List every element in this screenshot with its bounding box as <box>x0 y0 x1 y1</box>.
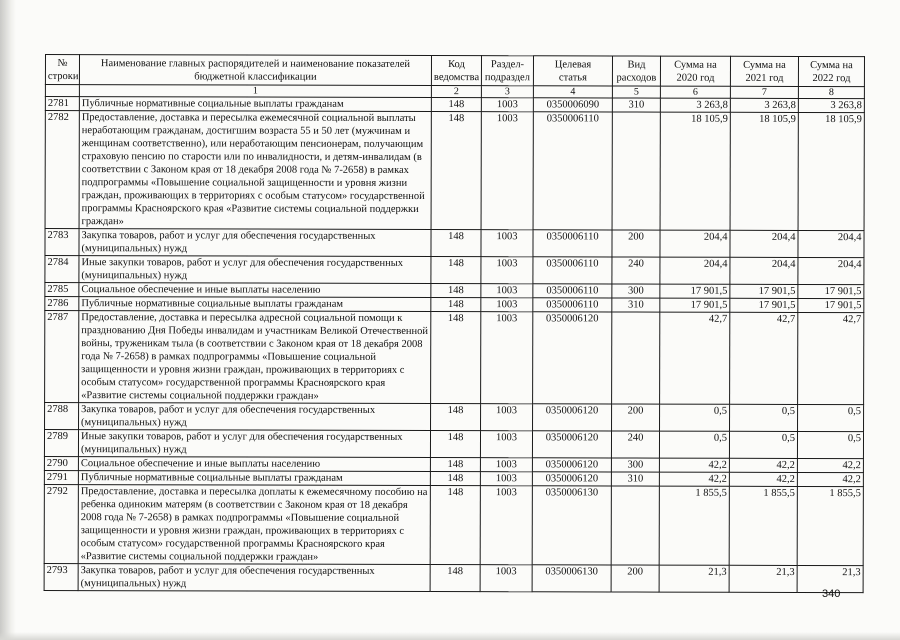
row-name: Предоставление, доставка и пересылка доплаты к ежемесячному пособию на ребенка одиноким матерям (в соответствии с Законом края от 18 декабря 2008 года № 7-2658) в рамках подпрограммы «Повышение социальной защищенности и уровня жизни граждан, проживающих в территориях с особым статусом» государственной программы Красноярского края «Развитие системы социальной поддержки граждан» <box>78 485 430 565</box>
row-sum-2020: 18 105,9 <box>660 112 730 230</box>
row-sum-2022: 42,2 <box>797 472 863 486</box>
row-dept-code: 148 <box>431 98 481 112</box>
header-sum-2020: Сумма на 2020 год <box>660 56 730 86</box>
row-number: 2790 <box>44 456 78 470</box>
row-number: 2782 <box>45 111 79 229</box>
table-row <box>45 256 864 285</box>
row-sum-2022: 17 901,5 <box>798 284 864 298</box>
row-dept-code: 148 <box>430 458 480 472</box>
row-number: 2788 <box>45 403 79 430</box>
table-row <box>45 111 864 231</box>
column-index-cell: 4 <box>533 86 612 98</box>
row-target-article: 0350006110 <box>533 230 612 257</box>
row-sum-2021: 42,2 <box>729 472 797 486</box>
header-sum-2021: Сумма на 2021 год <box>730 56 798 86</box>
row-sum-2021: 204,4 <box>730 257 798 284</box>
row-sum-2021: 42,7 <box>730 312 798 404</box>
row-name: Иные закупки товаров, работ и услуг для обеспечения государственных (муниципальных) нужд <box>78 430 430 458</box>
row-section: 1003 <box>481 312 533 404</box>
row-dept-code: 148 <box>430 565 480 592</box>
column-index-cell: 5 <box>612 86 660 98</box>
row-sum-2020: 42,7 <box>660 312 730 404</box>
row-sum-2022: 1 855,5 <box>797 486 863 565</box>
row-name: Публичные нормативные социальные выплаты гражданам <box>79 297 431 312</box>
page-edge-shadow <box>0 0 16 640</box>
row-expense-type: 310 <box>611 472 659 486</box>
table-row <box>45 229 864 258</box>
row-target-article: 0350006110 <box>533 284 612 298</box>
row-expense-type <box>611 486 659 565</box>
row-expense-type: 240 <box>611 431 659 458</box>
row-number: 2792 <box>44 484 78 563</box>
row-sum-2022: 21,3 <box>797 565 863 592</box>
row-number: 2787 <box>45 311 79 403</box>
row-section: 1003 <box>480 431 532 458</box>
row-sum-2021: 0,5 <box>730 404 798 431</box>
row-dept-code: 148 <box>431 312 481 404</box>
row-sum-2021: 42,2 <box>729 458 797 472</box>
table-row <box>45 97 864 113</box>
row-target-article: 0350006110 <box>533 112 612 230</box>
column-index-cell <box>45 85 79 97</box>
table-row <box>44 484 863 565</box>
row-dept-code: 148 <box>431 230 481 257</box>
column-index-cell: 7 <box>730 86 798 98</box>
row-target-article: 0350006130 <box>532 565 611 592</box>
row-number: 2785 <box>45 283 79 297</box>
row-expense-type: 310 <box>612 98 660 112</box>
budget-table <box>44 54 865 593</box>
row-expense-type: 200 <box>612 230 660 257</box>
row-number: 2781 <box>45 97 79 111</box>
page-bottom-shadow <box>0 632 900 640</box>
row-sum-2020: 17 901,5 <box>660 284 730 298</box>
row-name: Иные закупки товаров, работ и услуг для обеспечения государственных (муниципальных) нужд <box>79 256 431 284</box>
row-target-article: 0350006120 <box>533 404 612 431</box>
header-target-article: Целевая статья <box>533 56 612 86</box>
header-expense-type: Вид расходов <box>612 56 660 86</box>
table-row <box>44 430 863 459</box>
row-name: Публичные нормативные социальные выплаты гражданам <box>78 471 430 486</box>
row-expense-type: 300 <box>611 458 659 472</box>
table-body <box>44 97 864 593</box>
header-name: Наименование главных распорядителей и наименование показателей бюджетной классификации <box>79 55 431 86</box>
table-row <box>45 403 864 432</box>
row-section: 1003 <box>481 230 533 257</box>
row-sum-2022: 18 105,9 <box>798 112 864 230</box>
table-row <box>44 470 863 486</box>
row-target-article: 0350006120 <box>532 458 611 472</box>
row-sum-2020: 204,4 <box>660 257 730 284</box>
row-sum-2021: 3 263,8 <box>730 98 798 112</box>
row-name: Предоставление, доставка и пересылка адресной социальной помощи к празднованию Дня Победы инвалидам и участникам Великой Отечественной войны, труженикам тыла (в соответствии с Законом края от 18 декабря 2008 года № 7-2658) в рамках подпрограммы «Повышение социальной защищенности и уровня жизни граждан, проживающих в территориях с особым статусом» государственной программы Красноярского края «Развитие системы социальной поддержки граждан» <box>79 311 431 404</box>
table-row <box>45 297 864 313</box>
row-sum-2021: 17 901,5 <box>730 284 798 298</box>
row-expense-type: 200 <box>611 565 659 592</box>
row-name: Закупка товаров, работ и услуг для обеспечения государственных (муниципальных) нужд <box>78 564 430 592</box>
row-target-article: 0350006120 <box>533 312 612 404</box>
row-section: 1003 <box>480 458 532 472</box>
header-sum-2022: Сумма на 2022 год <box>798 56 864 86</box>
row-sum-2020: 204,4 <box>660 230 730 257</box>
row-name: Социальное обеспечение и иные выплаты населению <box>78 457 430 472</box>
row-section: 1003 <box>481 284 533 298</box>
row-sum-2020: 0,5 <box>660 404 730 431</box>
row-sum-2020: 3 263,8 <box>660 98 730 112</box>
column-index-cell: 3 <box>481 86 533 98</box>
row-sum-2021: 21,3 <box>729 565 797 592</box>
row-number: 2786 <box>45 297 79 311</box>
row-sum-2022: 42,7 <box>798 312 864 404</box>
row-expense-type: 300 <box>612 284 660 298</box>
row-target-article: 0350006120 <box>532 472 611 486</box>
row-number: 2784 <box>45 256 79 283</box>
row-sum-2020: 1 855,5 <box>659 486 729 565</box>
row-sum-2020: 42,2 <box>659 472 729 486</box>
column-index-cell: 8 <box>798 86 864 98</box>
row-name: Предоставление, доставка и пересылка ежемесячной социальной выплаты неработающим гражданам, достигшим возраста 55 и 50 лет (мужчинам и женщинам соответственно), или неработающим пенсионерам, получающим страховую пенсию по старости или по инвалидности, и детям-инвалидам (в соответствии с Законом края от 18 декабря 2008 года № 7-2658) в рамках подпрограммы «Повышение социальной защищенности и уровня жизни граждан, проживающих в территориях с особым статусом» государственной программы Красноярского края «Развитие системы социальной поддержки граждан» <box>79 111 431 230</box>
table-row <box>44 456 863 472</box>
column-index-cell: 6 <box>660 86 730 98</box>
row-expense-type: 240 <box>612 257 660 284</box>
row-sum-2022: 3 263,8 <box>798 98 864 112</box>
page-number: 340 <box>822 588 841 600</box>
row-sum-2022: 42,2 <box>797 458 863 472</box>
column-index-cell: 1 <box>79 85 431 98</box>
table-row <box>44 563 863 592</box>
row-number: 2783 <box>45 229 79 256</box>
row-dept-code: 148 <box>431 404 481 431</box>
row-section: 1003 <box>480 565 532 592</box>
row-name: Публичные нормативные социальные выплаты гражданам <box>79 97 431 112</box>
row-name: Закупка товаров, работ и услуг для обеспечения государственных (муниципальных) нужд <box>79 403 431 431</box>
row-sum-2020: 42,2 <box>659 458 729 472</box>
header-row-number: № строки <box>45 55 79 85</box>
row-sum-2021: 204,4 <box>730 230 798 257</box>
row-target-article: 0350006130 <box>532 486 611 565</box>
row-sum-2020: 21,3 <box>659 565 729 592</box>
row-number: 2793 <box>44 563 78 590</box>
row-sum-2022: 204,4 <box>798 257 864 284</box>
row-section: 1003 <box>481 98 533 112</box>
row-target-article: 0350006090 <box>533 98 612 112</box>
row-expense-type <box>612 312 660 404</box>
row-expense-type <box>612 112 660 230</box>
row-target-article: 0350006110 <box>533 298 612 312</box>
row-number: 2791 <box>44 470 78 484</box>
row-sum-2022: 0,5 <box>797 431 863 458</box>
row-name: Закупка товаров, работ и услуг для обеспечения государственных (муниципальных) нужд <box>79 229 431 257</box>
row-dept-code: 148 <box>430 431 480 458</box>
row-target-article: 0350006110 <box>533 257 612 284</box>
row-section: 1003 <box>480 486 532 565</box>
row-dept-code: 148 <box>431 298 481 312</box>
header-section: Раздел- подраздел <box>481 56 533 86</box>
row-dept-code: 148 <box>431 284 481 298</box>
row-sum-2020: 17 901,5 <box>660 298 730 312</box>
row-sum-2022: 17 901,5 <box>798 298 864 312</box>
row-dept-code: 148 <box>431 112 481 230</box>
header-dept-code: Код ведомства <box>431 56 481 86</box>
row-sum-2021: 17 901,5 <box>730 298 798 312</box>
row-section: 1003 <box>481 404 533 431</box>
table-row <box>45 311 864 405</box>
row-target-article: 0350006120 <box>532 431 611 458</box>
row-section: 1003 <box>481 298 533 312</box>
row-sum-2020: 0,5 <box>659 431 729 458</box>
table-row <box>45 283 864 299</box>
row-sum-2022: 0,5 <box>798 404 864 431</box>
row-sum-2021: 0,5 <box>729 431 797 458</box>
row-section: 1003 <box>480 472 532 486</box>
row-sum-2021: 18 105,9 <box>730 112 798 230</box>
row-expense-type: 200 <box>612 404 660 431</box>
column-index-cell: 2 <box>431 86 481 98</box>
row-dept-code: 148 <box>430 486 480 565</box>
row-dept-code: 148 <box>431 257 481 284</box>
row-section: 1003 <box>481 112 533 230</box>
row-dept-code: 148 <box>430 472 480 486</box>
row-number: 2789 <box>44 430 78 457</box>
table-header-row <box>45 55 864 87</box>
row-sum-2021: 1 855,5 <box>729 486 797 565</box>
row-expense-type: 310 <box>612 298 660 312</box>
row-section: 1003 <box>481 257 533 284</box>
row-sum-2022: 204,4 <box>798 230 864 257</box>
row-name: Социальное обеспечение и иные выплаты населению <box>79 283 431 298</box>
